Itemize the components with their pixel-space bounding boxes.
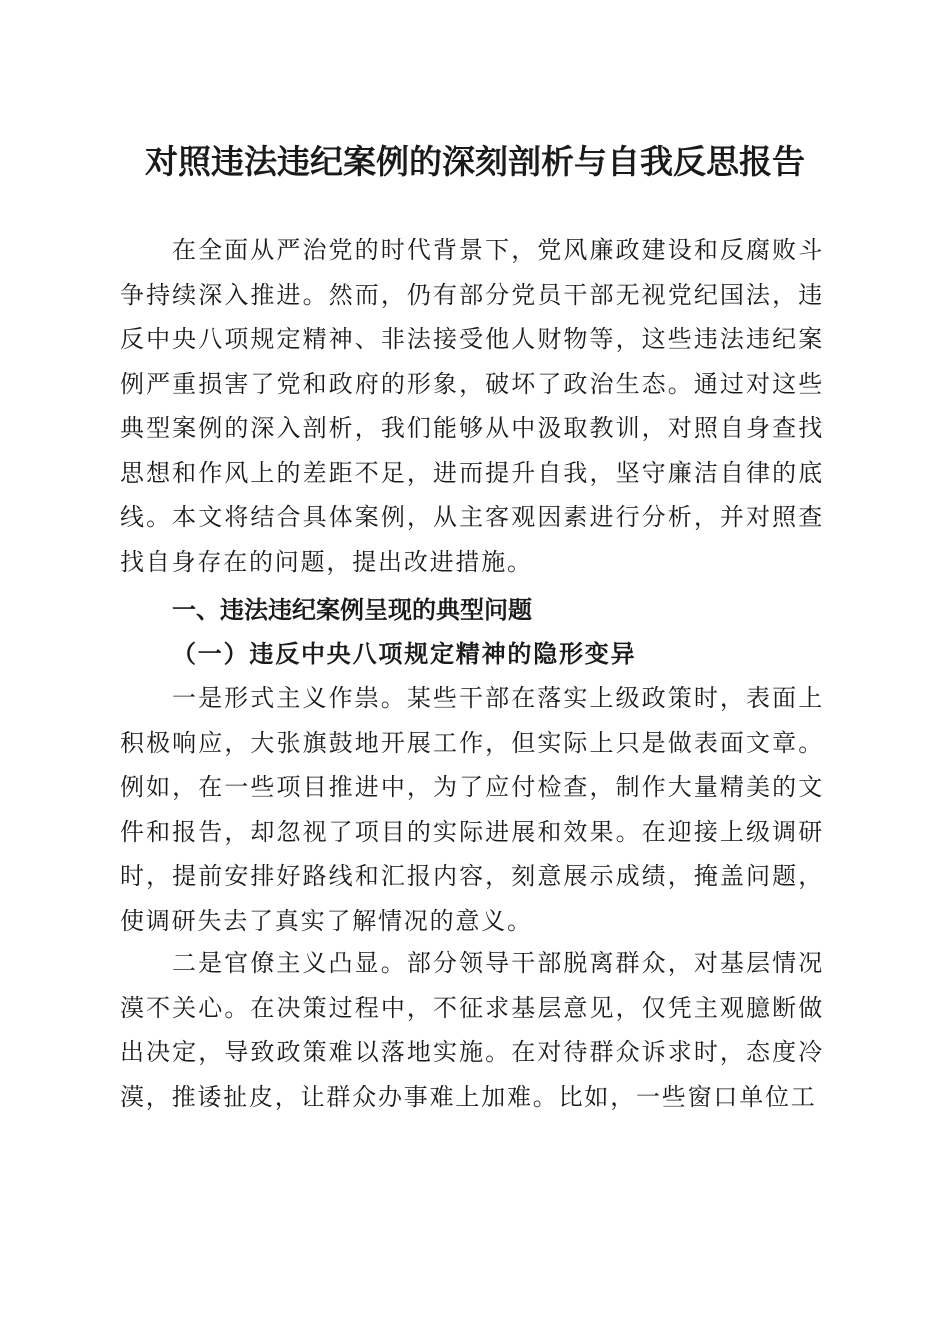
section-heading: 一、违法违纪案例呈现的典型问题: [172, 596, 532, 624]
subsection-heading: （一）违反中央八项规定精神的隐形变异: [172, 640, 637, 668]
intro-paragraph: 在全面从严治党的时代背景下，党风廉政建设和反腐败斗争持续深入推进。然而，仍有部分党员干部无视党纪国法，违反中央八项规定精神、非法接受他人财物等，这些违法违纪案例严重损害了党和政府的形象，破坏了政治生态。通过对这些典型案例的深入剖析，我们能够从中汲取教训，对照自身查找思想和作风上的差距不足，进而提升自我，坚守廉洁自律的底线。本文将结合具体案例，从主客观因素进行分析，并对照查找自身存在的问题，提出改进措施。: [120, 236, 824, 576]
paragraph-lead: 一是形式主义作祟。: [172, 684, 407, 712]
document-title: 对照违法违纪案例的深刻剖析与自我反思报告: [145, 142, 805, 181]
body-paragraph: [120, 676, 824, 943]
paragraph-text: 部分领导干部脱离群众，对基层情况漠不关心。在决策过程中，不征求基层意见，仅凭主观臆断做出决定，导致政策难以落地实施。在对待群众诉求时，态度冷漠，推诿扯皮，让群众办事难上加难。比如，一些窗口单位工: [120, 949, 824, 1111]
body-paragraph: [120, 941, 824, 1119]
paragraph-text: 某些干部在落实上级政策时，表面上积极响应，大张旗鼓地开展工作，但实际上只是做表面文章。例如，在一些项目推进中，为了应付检查，制作大量精美的文件和报告，却忽视了项目的实际进展和效果。在迎接上级调研时，提前安排好路线和汇报内容，刻意展示成绩，掩盖问题，使调研失去了真实了解情况的意义。: [120, 684, 824, 935]
paragraph-lead: 二是官僚主义凸显。: [172, 949, 407, 977]
